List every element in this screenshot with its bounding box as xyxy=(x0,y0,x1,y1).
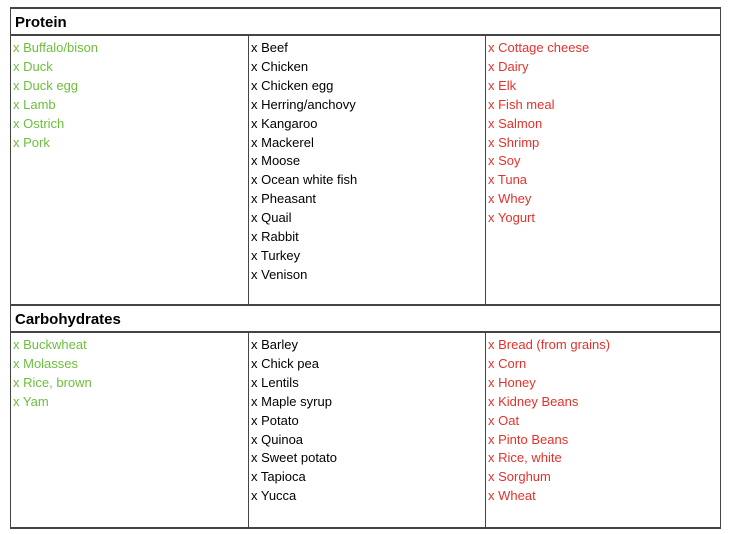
carbohydrates-section xyxy=(10,304,721,527)
list-item: x Salmon xyxy=(488,115,543,131)
list-item: x Rice, white xyxy=(488,450,562,466)
list-item: x Venison xyxy=(251,266,308,282)
list-item: x Moose xyxy=(251,153,301,169)
list-item: x Chick pea xyxy=(251,355,319,371)
list-item: x Elk xyxy=(488,77,517,93)
protein-column-red xyxy=(485,36,720,304)
carbohydrates-column-green xyxy=(11,333,248,527)
list-item: x Beef xyxy=(251,40,288,55)
list-item: x Lentils xyxy=(251,374,299,390)
list-item: x Whey xyxy=(488,191,532,207)
protein-columns xyxy=(10,36,721,304)
protein-column-green xyxy=(11,36,248,304)
list-item: x Cottage cheese xyxy=(488,40,590,55)
list-item: x Yucca xyxy=(251,488,297,504)
carbohydrates-columns xyxy=(10,333,721,527)
list-item: x Herring/anchovy xyxy=(251,96,356,112)
list-item: x Rice, brown xyxy=(13,374,92,390)
list-item: x Mackerel xyxy=(251,134,314,150)
list-item: x Sorghum xyxy=(488,469,551,485)
list-item: x Kidney Beans xyxy=(488,393,579,409)
list-item: x Kangaroo xyxy=(251,115,318,131)
section-title-protein: Protein xyxy=(10,7,721,36)
carbohydrates-column-red xyxy=(485,333,720,527)
list-item: x Chicken egg xyxy=(251,77,334,93)
list-item: x Oat xyxy=(488,412,520,428)
list-item: x Barley xyxy=(251,337,298,352)
list-item: x Fish meal xyxy=(488,96,555,112)
list-item: x Pheasant xyxy=(251,191,317,207)
list-item: x Potato xyxy=(251,412,299,428)
list-item: x Duck xyxy=(13,58,53,74)
list-item: x Turkey xyxy=(251,247,301,263)
list-item: x Sweet potato xyxy=(251,450,337,466)
list-item: x Pork xyxy=(13,134,50,150)
food-table xyxy=(10,7,721,529)
list-item: x Honey xyxy=(488,374,536,390)
list-item: x Ostrich xyxy=(13,115,65,131)
list-item: x Duck egg xyxy=(13,77,79,93)
list-item: x Corn xyxy=(488,355,527,371)
list-item: x Soy xyxy=(488,153,521,169)
list-item: x Lamb xyxy=(13,96,56,112)
list-item: x Ocean white fish xyxy=(251,172,358,188)
list-item: x Molasses xyxy=(13,355,79,371)
list-item: x Chicken xyxy=(251,58,309,74)
list-item: x Dairy xyxy=(488,58,529,74)
list-item: x Tuna xyxy=(488,172,528,188)
protein-section xyxy=(10,7,721,304)
list-item: x Buffalo/bison xyxy=(13,40,99,55)
carbohydrates-column-black xyxy=(248,333,485,527)
list-item: x Wheat xyxy=(488,488,536,504)
list-item: x Rabbit xyxy=(251,229,299,245)
list-item: x Bread (from grains) xyxy=(488,337,611,352)
list-item: x Shrimp xyxy=(488,134,540,150)
list-item: x Quinoa xyxy=(251,431,304,447)
list-item: x Buckwheat xyxy=(13,337,87,352)
protein-column-black xyxy=(248,36,485,304)
list-item: x Tapioca xyxy=(251,469,306,485)
table-bottom-border xyxy=(10,527,721,529)
section-title-carbohydrates: Carbohydrates xyxy=(10,304,721,333)
list-item: x Yam xyxy=(13,393,49,409)
list-item: x Pinto Beans xyxy=(488,431,569,447)
list-item: x Maple syrup xyxy=(251,393,332,409)
list-item: x Quail xyxy=(251,210,292,226)
list-item: x Yogurt xyxy=(488,210,535,226)
